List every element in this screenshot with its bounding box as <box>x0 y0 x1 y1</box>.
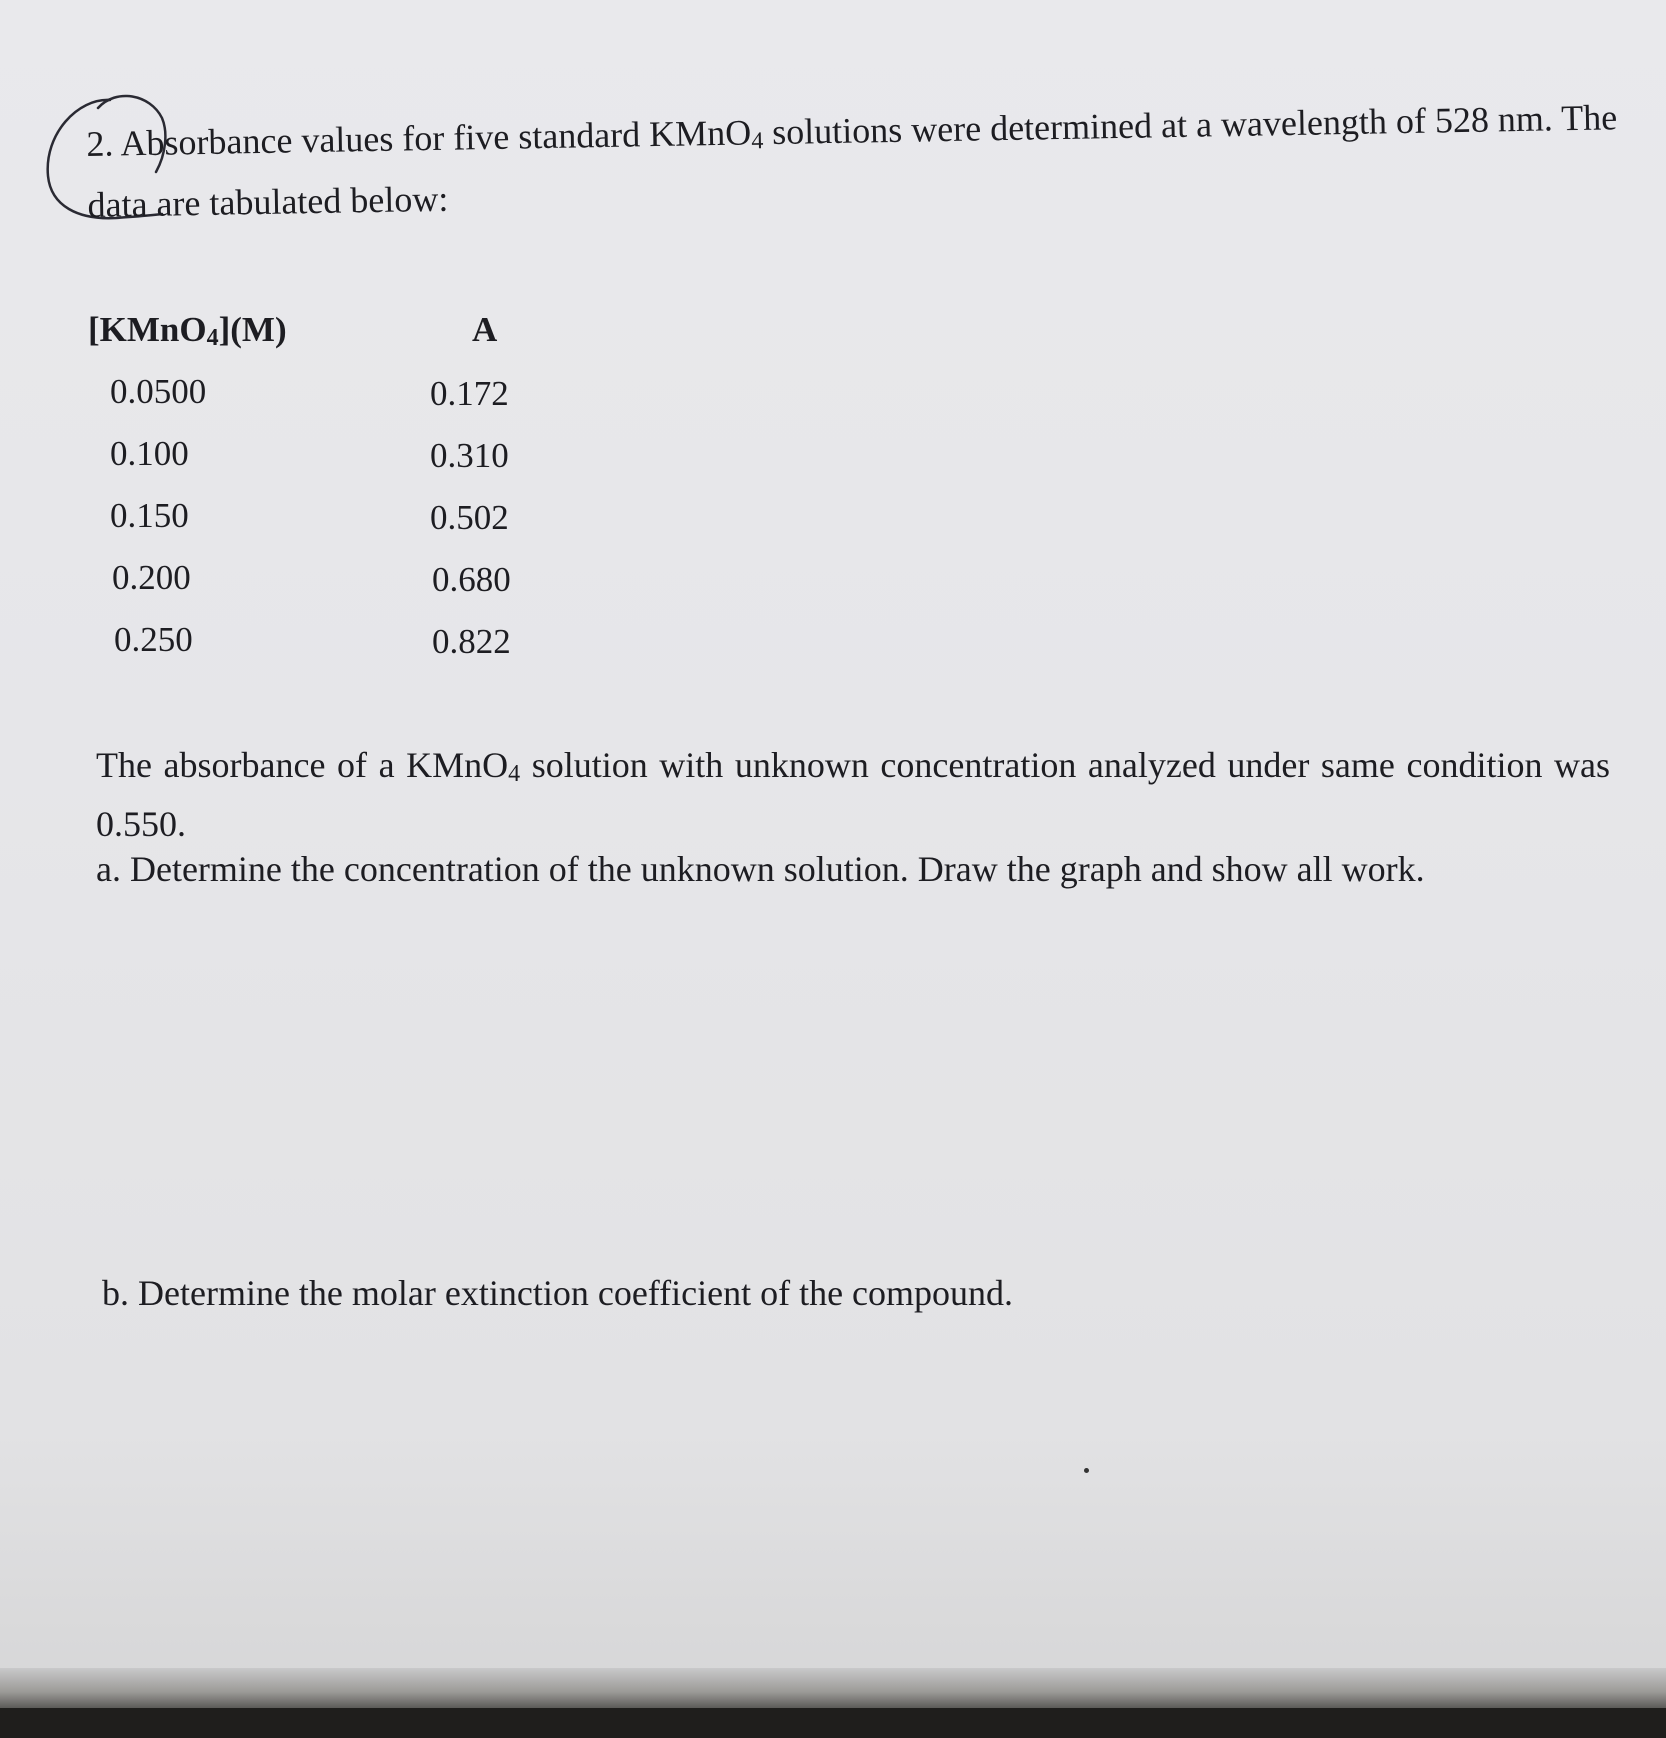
concentration-header: [KMnO4](M) <box>88 310 287 351</box>
intro-subscript: 4 <box>751 128 764 155</box>
table-row-5-absorbance: 0.822 <box>432 622 511 661</box>
question-number: 2. <box>86 123 114 164</box>
stray-ink-dot <box>1084 1468 1089 1473</box>
unknown-solution-paragraph: The absorbance of a KMnO4 solution with unknown concentration analyzed under same condition was 0.550. <box>96 745 1611 844</box>
table-row-3-concentration: 0.150 <box>110 496 189 535</box>
part-b-question: b. Determine the molar extinction coefficient of the compound. <box>102 1273 1014 1313</box>
table-row-4-concentration: 0.200 <box>112 558 191 597</box>
table-row-2-concentration: 0.100 <box>110 434 189 473</box>
underlying-paper-edge <box>0 1668 1666 1708</box>
table-row-1-concentration: 0.0500 <box>110 372 207 411</box>
absorbance-header: A <box>472 310 498 349</box>
part-a-question: a. Determine the concentration of the unknown solution. Draw the graph and show all work. <box>96 849 1425 889</box>
table-row-3-absorbance: 0.502 <box>430 498 509 537</box>
table-row-1-absorbance: 0.172 <box>430 374 509 413</box>
table-row-4-absorbance: 0.680 <box>432 560 511 599</box>
table-row-5-concentration: 0.250 <box>114 620 193 659</box>
background-surface <box>0 1708 1666 1738</box>
table-row-2-absorbance: 0.310 <box>430 436 509 475</box>
intro-text-start: Absorbance values for five standard KMnO <box>120 112 752 164</box>
intro-text-end: solutions were determined at a wavelength of 528 nm. The data are tabulated below: <box>87 97 1618 225</box>
question-intro <box>86 91 1628 231</box>
